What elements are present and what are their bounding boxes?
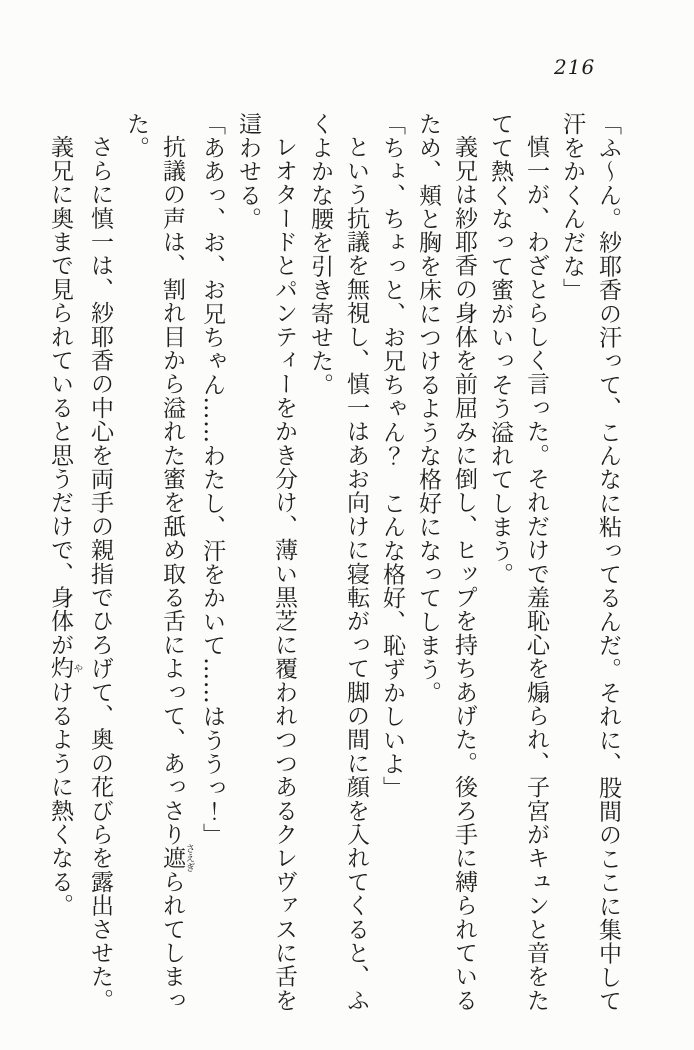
page-number: 216	[554, 55, 596, 79]
paragraph-dialogue: 「ああっ、お、お兄ちゃん……わたし、汗をかいて……はううっ！」	[199, 112, 225, 847]
paragraph-narrative: 義兄に奥まで見られていると思うだけで、身体が灼やけるように熱くなる。	[47, 135, 83, 918]
paragraph-narrative: 慎一が、わざとらしく言った。それだけで羞恥心を煽られ、子宮がキュンと音をたてて熱くなって蜜がいっそう溢れてしまう。	[487, 112, 549, 1012]
paragraph-narrative: レオタードとパンティーをかき分け、薄い黒芝に覆われつつあるクレヴァスに舌を這わせる。	[235, 112, 297, 1012]
paragraph-narrative: という抗議を無視し、慎一はあお向けに寝転がって脚の間に顔を入れてくると、ふくよかな腰を引き寄せた。	[307, 112, 369, 1012]
paragraph-narrative: 義兄は紗耶香の身体を前屈みに倒し、ヒップを持ちあげた。後ろ手に縛られているため、頬と胸を床につけるような格好になってしまう。	[415, 112, 477, 1012]
ruby-annotated-kanji: 遮さえぎ	[159, 843, 195, 873]
paragraph-dialogue: 「ふ〜ん。紗耶香の汗って、こんなに粘ってるんだ。それに、股間のここに集中して汗をかくんだな」	[559, 112, 621, 1013]
page-text	[42, 112, 626, 1016]
paragraph-narrative: さらに慎一は、紗耶香の中心を両手の親指でひろげて、奥の花びらを露出させた。	[87, 135, 113, 1012]
paragraph-dialogue: 「ちょ、ちょっと、お兄ちゃん？ こんな格好、恥ずかしいよ」	[379, 112, 405, 800]
ruby-annotated-kanji: 灼や	[47, 656, 83, 681]
paragraph-narrative: 抗議の声は、割れ目から溢れた蜜を舐め取る舌によって、あっさり遮さえぎられてしまった。	[123, 112, 195, 1012]
